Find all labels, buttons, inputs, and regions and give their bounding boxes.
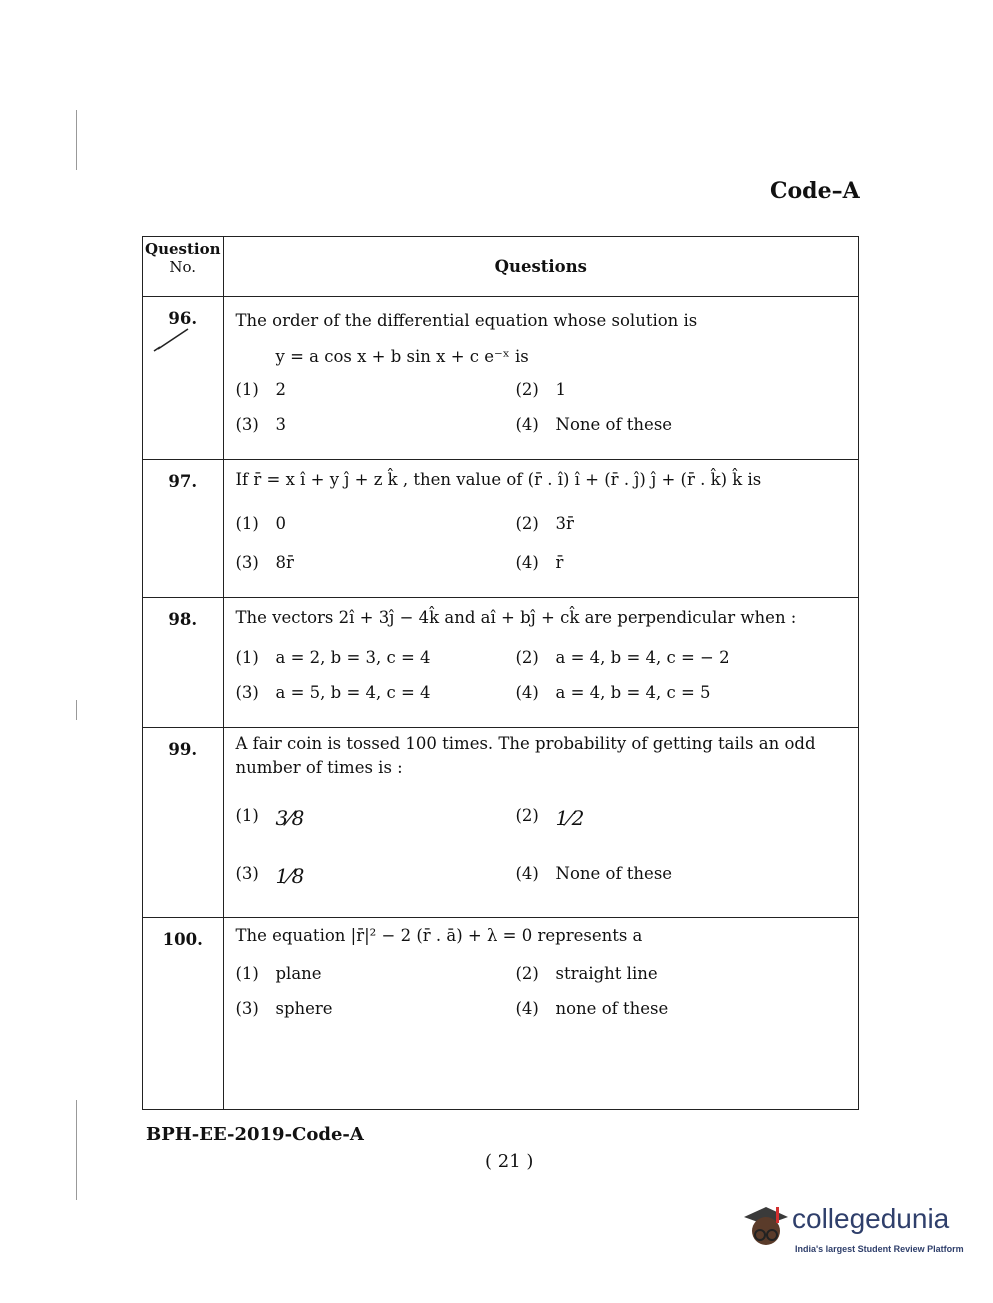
option-4: [516, 683, 849, 702]
option-3: [236, 864, 516, 888]
option-number: (2): [515, 648, 539, 667]
option-4: [516, 553, 849, 572]
question-body: [223, 460, 859, 598]
option-3: [236, 999, 516, 1018]
option-1: [236, 514, 516, 533]
option-value: sphere: [275, 999, 333, 1018]
option-number: (2): [515, 514, 539, 533]
option-1: [236, 380, 516, 399]
question-table: [142, 236, 859, 1110]
option-value: none of these: [555, 999, 669, 1018]
option-value: plane: [275, 964, 322, 983]
option-number: (2): [515, 806, 539, 825]
qno-header-line1: Question: [145, 240, 221, 258]
option-1: [236, 964, 516, 983]
question-row: [143, 918, 859, 1110]
question-number: 98.: [143, 598, 224, 728]
question-number: 96.: [143, 297, 224, 460]
option-value: 3⁄8: [275, 806, 305, 830]
options: [236, 648, 849, 702]
option-number: (2): [515, 964, 539, 983]
question-row: [143, 460, 859, 598]
qno-header: [143, 237, 224, 297]
option-number: (4): [515, 683, 539, 702]
page-code: Code–A: [770, 178, 860, 204]
options: [236, 380, 849, 434]
logo-wordmark: collegedunia: [792, 1203, 950, 1234]
option-number: (1): [235, 964, 259, 983]
question-number: 97.: [143, 460, 224, 598]
option-value: r̄: [555, 553, 564, 572]
option-value: 1: [555, 380, 566, 399]
page-number: ( 21 ): [485, 1151, 534, 1172]
option-4: [516, 999, 849, 1018]
option-2: [516, 514, 849, 533]
option-2: [516, 806, 849, 830]
option-value: 1⁄8: [275, 864, 305, 888]
option-number: (1): [235, 648, 259, 667]
option-number: (3): [235, 553, 259, 572]
logo-tagline: India's largest Student Review Platform: [795, 1244, 964, 1254]
option-number: (3): [235, 415, 259, 434]
option-number: (1): [235, 806, 259, 825]
option-value: None of these: [555, 415, 673, 434]
option-number: (4): [515, 999, 539, 1018]
question-number: 100.: [143, 918, 224, 1110]
option-value: None of these: [555, 864, 673, 883]
option-3: [236, 683, 516, 702]
question-row: [143, 728, 859, 918]
option-value: 3r̄: [555, 514, 574, 533]
question-number: 99.: [143, 728, 224, 918]
question-equation: y = a cos x + b sin x + c e⁻ˣ is: [275, 347, 529, 366]
option-value: a = 2, b = 3, c = 4: [275, 648, 431, 667]
option-value: a = 5, b = 4, c = 4: [275, 683, 431, 702]
option-number: (4): [515, 553, 539, 572]
options: [236, 806, 849, 888]
option-value: 3: [275, 415, 286, 434]
options: [236, 514, 849, 572]
question-row: [143, 598, 859, 728]
options: [236, 964, 849, 1018]
option-value: 8r̄: [275, 553, 294, 572]
question-text: The equation |r̄|² − 2 (r̄ . ā) + λ = 0 represents a: [235, 926, 643, 945]
question-row: [143, 297, 859, 460]
question-text: The order of the differential equation whose solution is: [235, 311, 698, 330]
question-text: A fair coin is tossed 100 times. The probability of getting tails an odd number of times is :: [235, 734, 816, 777]
question-body: [223, 297, 859, 460]
option-value: 0: [275, 514, 286, 533]
questions-header: Questions: [223, 237, 859, 297]
option-4: [516, 864, 849, 888]
question-body: [223, 728, 859, 918]
margin-mark: [76, 110, 77, 170]
margin-mark: [76, 700, 77, 720]
option-number: (3): [235, 999, 259, 1018]
option-2: [516, 964, 849, 983]
option-number: (4): [515, 864, 539, 883]
option-number: (3): [235, 864, 259, 883]
option-value: 1⁄2: [555, 806, 585, 830]
option-value: a = 4, b = 4, c = − 2: [555, 648, 730, 667]
question-text: If r̄ = x î + y ĵ + z k̂ , then value of (r̄ . î) î + (r̄ . ĵ) ĵ + (r̄ . k̂) k̂ is: [235, 470, 762, 489]
question-text: The vectors 2î + 3ĵ − 4k̂ and aî + bĵ + ck̂ are perpendicular when :: [235, 608, 797, 627]
pen-tick-icon: [152, 325, 192, 355]
question-body: [223, 598, 859, 728]
option-2: [516, 380, 849, 399]
question-body: [223, 918, 859, 1110]
option-1: [236, 648, 516, 667]
option-value: 2: [275, 380, 286, 399]
option-1: [236, 806, 516, 830]
option-value: a = 4, b = 4, c = 5: [555, 683, 711, 702]
option-4: [516, 415, 849, 434]
option-number: (2): [515, 380, 539, 399]
option-number: (1): [235, 514, 259, 533]
option-3: [236, 415, 516, 434]
option-number: (1): [235, 380, 259, 399]
margin-mark: [76, 1100, 77, 1200]
option-number: (4): [515, 415, 539, 434]
collegedunia-logo-icon: [736, 1197, 796, 1257]
option-number: (3): [235, 683, 259, 702]
option-2: [516, 648, 849, 667]
footer-code: BPH-EE-2019-Code-A: [146, 1124, 364, 1145]
option-3: [236, 553, 516, 572]
option-value: straight line: [555, 964, 658, 983]
qno-header-line2: No.: [169, 258, 197, 276]
